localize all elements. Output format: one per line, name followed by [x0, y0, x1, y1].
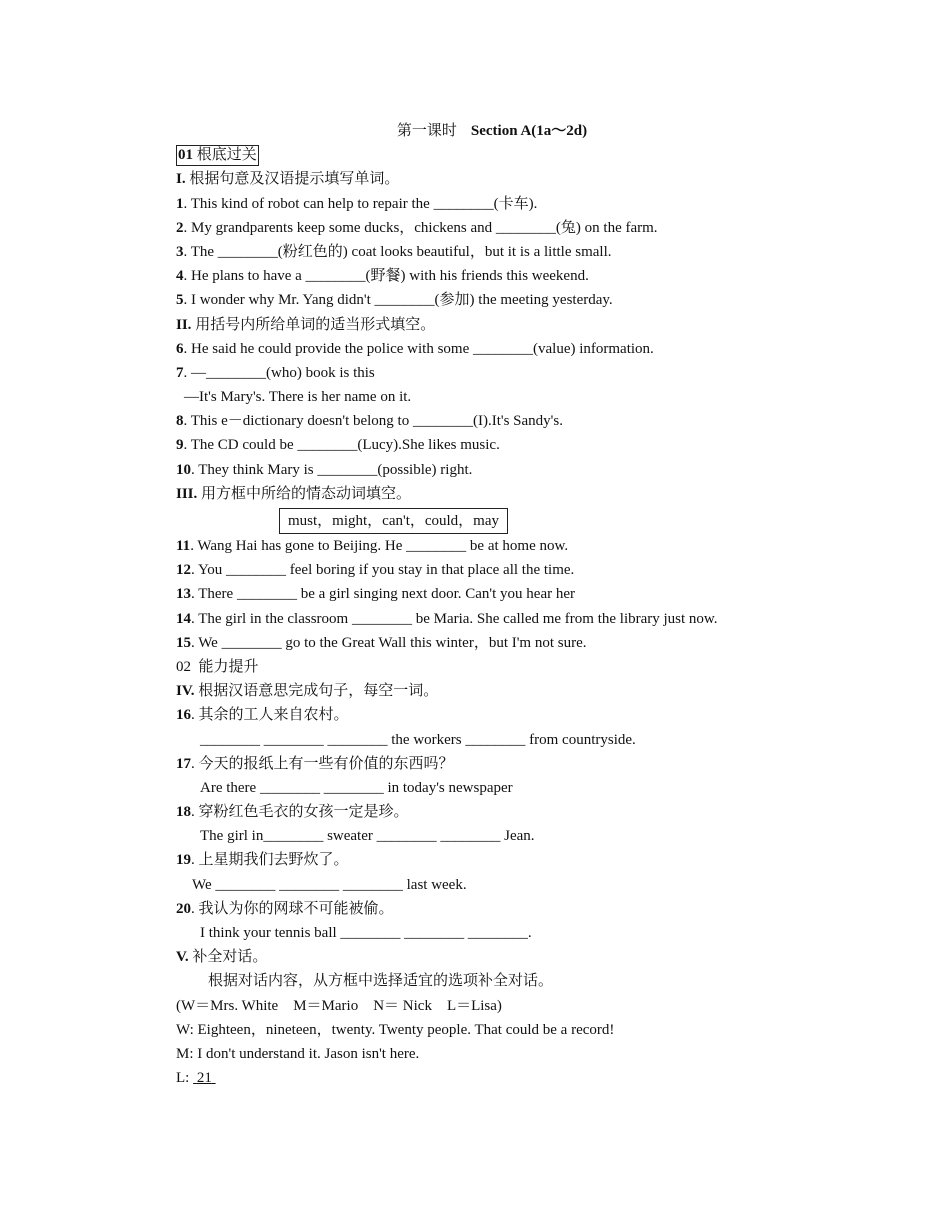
part5-heading-num: V.: [176, 949, 189, 966]
question-text: . —________(who) book is this: [183, 364, 375, 381]
question-text: . There ________ be a girl singing next door. Can't you hear her: [191, 586, 576, 603]
question-6: [176, 337, 796, 361]
blank-number: 21: [196, 1070, 212, 1087]
question-11: [176, 534, 796, 558]
page-title: [176, 119, 808, 143]
question-text: . He plans to have a ________(野餐) with his friends this weekend.: [183, 268, 589, 285]
question-14: [176, 607, 796, 631]
word-box-row: [176, 506, 796, 534]
title-en: Section A(1a～2d): [470, 123, 588, 139]
question-text: . Wang Hai has gone to Beijing. He ________ be at home now.: [190, 538, 569, 554]
part3-heading-num: III.: [176, 485, 198, 502]
question-number: 15: [176, 634, 191, 651]
answer-line-text: ________ ________ ________ the workers ________ from countryside.: [200, 731, 636, 748]
question-number: 6: [176, 340, 184, 357]
question-1: [176, 192, 796, 216]
question-16-answer-line: [176, 728, 796, 752]
question-text: . 其余的工人来自农村。: [191, 707, 349, 724]
dialogue-line-3: [176, 1066, 796, 1090]
part2-heading-text: 用括号内所给单词的适当形式填空。: [195, 316, 436, 333]
dialogue-speaker: L:: [176, 1070, 194, 1087]
question-9: [176, 433, 796, 457]
question-5: [176, 288, 796, 312]
question-number: 7: [176, 364, 184, 381]
question-text: . The ________(粉红色的) coat looks beautiful，but it is a little small.: [183, 243, 612, 260]
question-number: 19: [176, 852, 191, 869]
question-number: 8: [176, 413, 184, 430]
answer-line-text: The girl in________ sweater ________ ________ Jean.: [200, 828, 535, 845]
part3-heading: [176, 482, 796, 506]
question-number: 4: [176, 268, 184, 285]
title-cn: 第一课时: [396, 123, 457, 139]
question-text: . 上星期我们去野炊了。: [191, 852, 349, 869]
question-13: [176, 582, 796, 606]
question-20: [176, 897, 796, 921]
question-text: . They think Mary is ________(possible) right.: [191, 461, 473, 478]
question-number: 5: [176, 292, 184, 309]
question-text: . The girl in the classroom ________ be Maria. She called me from the library just now.: [191, 610, 718, 627]
question-4: [176, 264, 796, 288]
question-number: 16: [176, 707, 191, 724]
question-17: [176, 752, 796, 776]
question-text: . 我认为你的网球不可能被偷。: [191, 900, 394, 917]
section-01-number: 01: [178, 147, 193, 164]
question-12: [176, 558, 796, 582]
question-number: 1: [176, 195, 184, 212]
part3-heading-text: 用方框中所给的情态动词填空。: [201, 485, 412, 502]
dialogue-line-2: M: I don't understand it. Jason isn't here.: [176, 1045, 420, 1062]
question-3: [176, 240, 796, 264]
question-number: 13: [176, 586, 191, 603]
question-number: 11: [176, 538, 191, 554]
question-number: 12: [176, 562, 191, 579]
part5-heading: [176, 945, 796, 969]
part1-heading-num: I.: [176, 171, 186, 188]
dialogue-blank-21: [193, 1070, 216, 1086]
question-19: [176, 848, 796, 872]
answer-line-text: I think your tennis ball ________ ________ ________.: [200, 925, 532, 941]
question-text: . He said he could provide the police with some ________(value) information.: [183, 340, 654, 357]
question-number: 18: [176, 804, 191, 821]
question-text: . You ________ feel boring if you stay in that place all the time.: [191, 562, 575, 579]
part4-heading-num: IV.: [176, 683, 195, 700]
part4-heading: [176, 679, 796, 703]
question-number: 3: [176, 243, 184, 260]
section-01-label: 根底过关: [196, 147, 257, 164]
dialogue-line-1: W: Eighteen，nineteen，twenty. Twenty people. That could be a record!: [176, 1021, 615, 1038]
question-text: . 穿粉红色毛衣的女孩一定是珍。: [191, 804, 409, 821]
worksheet-content: [176, 119, 796, 1090]
question-text: . This kind of robot can help to repair the ________(卡车).: [183, 195, 538, 212]
question-text: . I wonder why Mr. Yang didn't ________(参加) the meeting yesterday.: [183, 292, 613, 309]
part5-heading-text: 补全对话。: [192, 949, 268, 966]
question-number: 17: [176, 755, 191, 772]
part2-heading-num: II.: [176, 316, 192, 333]
question-16: [176, 703, 796, 727]
word-box: must，might，can't，could，may: [279, 508, 508, 534]
question-number: 9: [176, 437, 184, 454]
part1-heading-text: 根据句意及汉语提示填写单词。: [189, 171, 400, 188]
question-2: [176, 216, 796, 240]
question-text: . We ________ go to the Great Wall this winter，but I'm not sure.: [191, 634, 587, 651]
question-number: 14: [176, 610, 191, 627]
question-8: [176, 409, 796, 433]
section-02-header: [176, 655, 796, 679]
question-text: . My grandparents keep some ducks，chickens and ________(兔) on the farm.: [183, 219, 658, 236]
section-01-box: [176, 145, 259, 166]
dialogue-roles: (W＝Mrs. White M＝Mario N＝ Nick L＝Lisa): [176, 997, 502, 1014]
question-number: 2: [176, 219, 184, 236]
question-20-answer-line: [176, 921, 796, 945]
part1-heading: [176, 167, 796, 191]
question-15: [176, 631, 796, 655]
answer-line-text: Are there ________ ________ in today's newspaper: [200, 779, 513, 796]
question-7-answer: [176, 385, 796, 409]
question-text: . This e－dictionary doesn't belong to ________(I).It's Sandy's.: [183, 413, 563, 430]
question-19-answer-line: [176, 873, 796, 897]
section-02-label: 能力提升: [198, 658, 259, 675]
question-text: . 今天的报纸上有一些有价值的东西吗？: [191, 755, 454, 772]
answer-line-text: We ________ ________ ________ last week.: [192, 876, 467, 893]
question-7: [176, 361, 796, 385]
part5-instruction: 根据对话内容，从方框中选择适宜的选项补全对话。: [208, 973, 554, 990]
question-18-answer-line: [176, 824, 796, 848]
question-number: 20: [176, 900, 191, 917]
part2-heading: [176, 313, 796, 337]
section-02-number: 02: [176, 658, 191, 675]
question-17-answer-line: [176, 776, 796, 800]
question-number: 10: [176, 461, 191, 478]
question-text: . The CD could be ________(Lucy).She likes music.: [183, 437, 500, 454]
question-18: [176, 800, 796, 824]
question-text: —It's Mary's. There is her name on it.: [184, 389, 412, 406]
section-01-header: [176, 143, 796, 167]
part4-heading-text: 根据汉语意思完成句子，每空一词。: [198, 683, 439, 700]
question-10: [176, 458, 796, 482]
